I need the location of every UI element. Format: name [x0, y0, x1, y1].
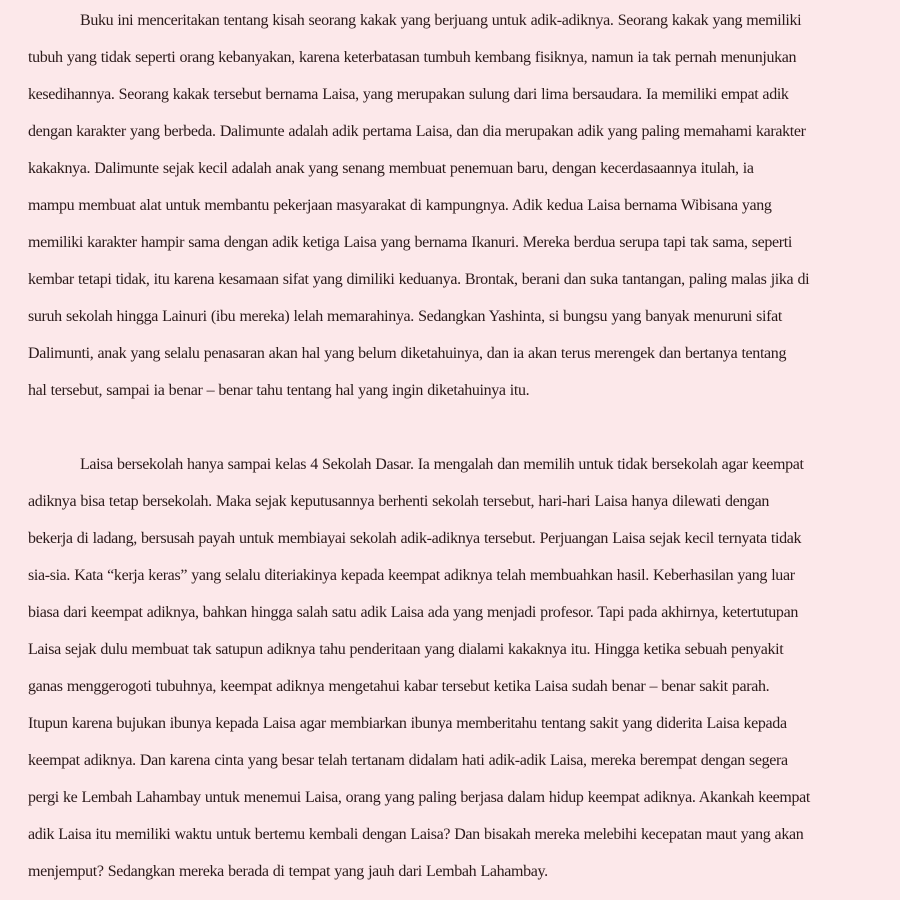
paragraph-line: tubuh yang tidak seperti orang kebanyakan, karena keterbatasan tumbuh kembang fisiknya, namun ia tak pernah menunjukan — [28, 49, 797, 66]
paragraph-line: ganas menggerogoti tubuhnya, keempat adiknya mengetahui kabar tersebut ketika Laisa sudah benar – benar sakit parah. — [28, 678, 770, 695]
paragraph-line: Laisa bersekolah hanya sampai kelas 4 Sekolah Dasar. Ia mengalah dan memilih untuk tidak bersekolah agar keempat — [80, 456, 804, 473]
paragraph-line: adiknya bisa tetap bersekolah. Maka sejak keputusannya berhenti sekolah tersebut, hari-hari Laisa hanya dilewati dengan — [28, 493, 770, 510]
paragraph-line: biasa dari keempat adiknya, bahkan hingga salah satu adik Laisa ada yang menjadi profesor. Tapi pada akhirnya, ketertutupan — [28, 604, 798, 621]
paragraph-line: mampu membuat alat untuk membantu pekerjaan masyarakat di kampungnya. Adik kedua Laisa bernama Wibisana yang — [28, 197, 772, 214]
paragraph-line: hal tersebut, sampai ia benar – benar tahu tentang hal yang ingin diketahuinya itu. — [28, 382, 530, 399]
paragraph-line: kakaknya. Dalimunte sejak kecil adalah anak yang senang membuat penemuan baru, dengan kecerdasaannya itulah, ia — [28, 160, 754, 177]
paragraph-line: memiliki karakter hampir sama dengan adik ketiga Laisa yang bernama Ikanuri. Mereka berdua serupa tapi tak sama, seperti — [28, 234, 792, 251]
paragraph-line: adik Laisa itu memiliki waktu untuk bertemu kembali dengan Laisa? Dan bisakah mereka melebihi kecepatan maut yang akan — [28, 826, 804, 843]
paragraph-line: Dalimunti, anak yang selalu penasaran akan hal yang belum diketahuinya, dan ia akan terus merengek dan bertanya tentang — [28, 345, 787, 362]
paragraph-1 — [28, 0, 872, 409]
paragraph-line: keempat adiknya. Dan karena cinta yang besar telah tertanam didalam hati adik-adik Laisa, mereka berempat dengan segera — [28, 752, 788, 769]
paragraph-line: kesedihannya. Seorang kakak tersebut bernama Laisa, yang merupakan sulung dari lima bersaudara. Ia memiliki empat adik — [28, 86, 789, 103]
paragraph-line: Laisa sejak dulu membuat tak satupun adiknya tahu penderitaan yang dialami kakaknya itu. Hingga ketika sebuah penyakit — [28, 641, 784, 658]
paragraph-line: pergi ke Lembah Lahambay untuk menemui Laisa, orang yang paling berjasa dalam hidup keempat adiknya. Akankah keempat — [28, 789, 810, 806]
paragraph-line: sia-sia. Kata “kerja keras” yang selalu diteriakinya kepada keempat adiknya telah membuahkan hasil. Keberhasilan yang luar — [28, 567, 795, 584]
paragraph-line: menjemput? Sedangkan mereka berada di tempat yang jauh dari Lembah Lahambay. — [28, 863, 548, 880]
paragraph-line: Buku ini menceritakan tentang kisah seorang kakak yang berjuang untuk adik-adiknya. Seorang kakak yang memiliki — [80, 12, 802, 29]
paragraph-line: suruh sekolah hingga Lainuri (ibu mereka) lelah memarahinya. Sedangkan Yashinta, si bungsu yang banyak menuruni sifat — [28, 308, 782, 325]
paragraph-line: kembar tetapi tidak, itu karena kesamaan sifat yang dimiliki keduanya. Brontak, berani dan suka tantangan, paling malas jika di — [28, 271, 810, 288]
paragraph-line: Itupun karena bujukan ibunya kepada Laisa agar membiarkan ibunya memberitahu tentang sakit yang diderita Laisa kepada — [28, 715, 787, 732]
paragraph-2 — [28, 446, 872, 890]
paragraph-line: bekerja di ladang, bersusah payah untuk membiayai sekolah adik-adiknya tersebut. Perjuangan Laisa sejak kecil ternyata tidak — [28, 530, 802, 547]
paragraph-line: dengan karakter yang berbeda. Dalimunte adalah adik pertama Laisa, dan dia merupakan adik yang paling memahami karakter — [28, 123, 806, 140]
